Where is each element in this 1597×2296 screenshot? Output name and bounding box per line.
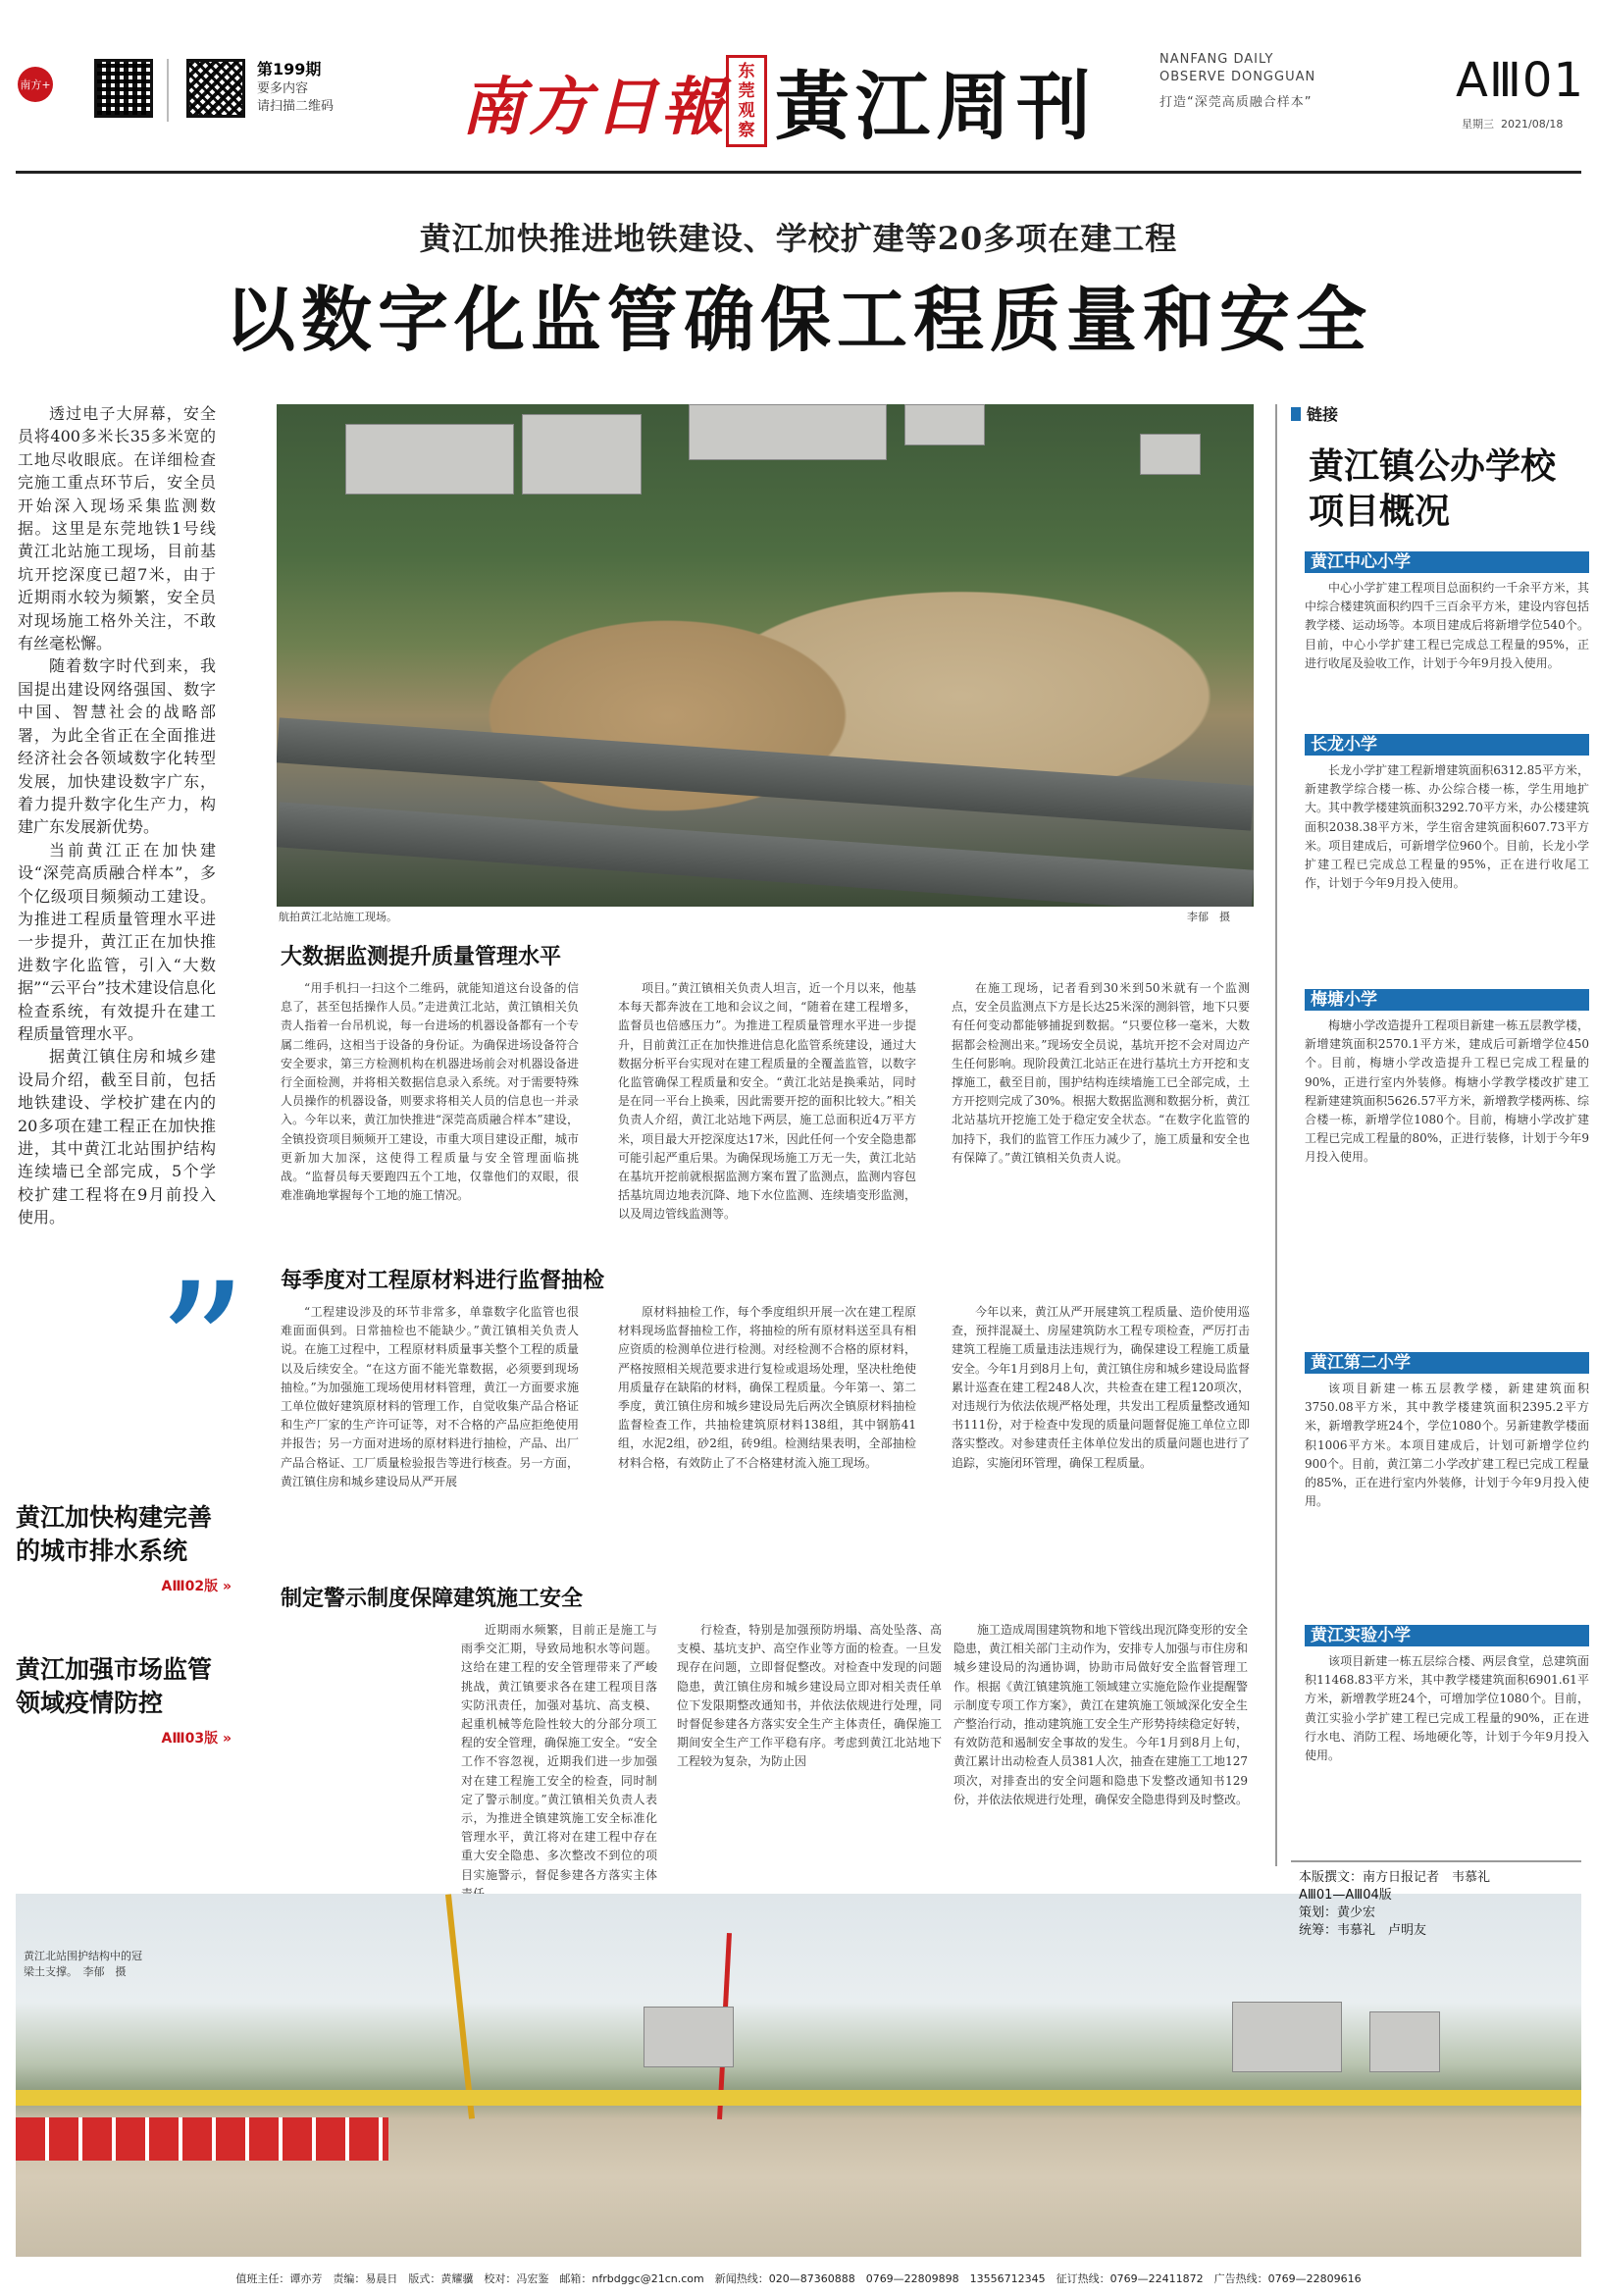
link-label: 链接 — [1291, 402, 1338, 425]
bottom-photo-caption: 黄江北站围护结构中的冠 梁土支撑。 李郁 摄 — [24, 1950, 142, 1978]
slogan: 打造“深莞高质融合样本” — [1159, 95, 1313, 110]
chevron-right-icon: » — [222, 1731, 232, 1747]
issue-info: 第199期 要多内容 请扫描二维码 — [257, 60, 335, 114]
article-column: 今年以来，黄江从严开展建筑工程质量、造价使用巡查，预拌混凝土、房屋建筑防水工程专项检查，严厉打击建筑工程施工质量违法违规行为，确保建设工程施工质量安全。今年1月到8月上旬，黄江镇住房和城乡建设局监督累计巡查在建工程248人次，共检查在建工程120项次，对违规行为依法依规严格处理，共发出工程质量整改通知书111份，对于检查中发现的质量问题督促施工单位立即落实整改。对参建责任主体单位发出的质量问题也进行了追踪，实施闭环管理，确保工程质量。 — [952, 1305, 1250, 1470]
photo-caption: 航拍黄江北站施工现场。 — [279, 911, 397, 923]
school-name: 黄江第二小学 — [1305, 1352, 1589, 1374]
section-heading: 每季度对工程原材料进行监督抽检 — [281, 1269, 605, 1293]
photo-credit: 李郁 摄 — [1187, 911, 1230, 923]
school-name: 梅塘小学 — [1305, 989, 1589, 1011]
school-name: 长龙小学 — [1305, 734, 1589, 756]
school-description: 中心小学扩建工程项目总面积约一千余平方米，其中综合楼建筑面积约四千三百余平方米，建设内容包括教学楼、运动场等。本项目建成后将新增学位540个。目前，中心小学扩建工程已完成总工程量的95%，正进行收尾及验收工作，计划于今年9月投入使用。 — [1305, 581, 1589, 670]
qr-code-icon[interactable] — [186, 59, 245, 118]
article-column: “工程建设涉及的环节非常多，单靠数字化监管也很难面面俱到。日常抽检也不能缺少。”黄江镇相关负责人说。在施工过程中，工程原材料质量事关整个工程的质量以及后续安全。“在这方面不能光靠数据，必须要到现场抽检。”为加强施工现场使用材料管理，黄江一方面要求施工单位做好建筑原材料的管理工作，自觉收集产品合格证和生产厂家的生产许可证等，对不合格的产品应拒绝使用并报告；另一方面对进场的原材料进行抽检，产品、出厂产品合格证、工厂质量检验报告等进行核查。另一方面，黄江镇住房和城乡建设局从严开展 — [281, 1305, 579, 1488]
column-divider — [1275, 404, 1277, 1866]
chevron-right-icon: » — [222, 1579, 232, 1594]
lead-paragraph: 当前黄江正在加快建设“深莞高质融合样本”，多个亿级项目频频动工建设。为推进工程质量管理水平进一步提升，黄江正在加快推进数字化监管，引入“大数据”“云平台”技术建设信息化检查系统，有效提升在建工程质量管理水平。 — [18, 840, 216, 1043]
qr-code-icon[interactable] — [94, 59, 153, 118]
divider — [167, 59, 169, 122]
article-column: 项目。”黄江镇相关负责人坦言，近一个月以来，他基本每天都奔波在工地和会议之间，“随着在建工程增多，监督员也倍感压力”。为推进工程质量管理水平进一步提升，目前黄江正在加快推进信息化监管系统建设，通过大数据分析平台实现对在建工程质量的全覆盖监管，以数字化监管确保工程质量和安全。“黄江北站是换乘站，同时是在同一平台上换乘，因此需要开挖的面积比较大。”相关负责人介绍，黄江北站地下两层，施工总面积近4万平方米，项目最大开挖深度达17米，因此任何一个安全隐患都可能引起严重后果。为确保现场施工万无一失，黄江北站在基坑开挖前就根据监测方案布置了监测点，监测内容包括基坑周边地表沉降、地下水位监测、连续墙变形监测，以及周边管线监测等。 — [618, 981, 916, 1222]
aerial-photo — [277, 404, 1254, 907]
school-name: 黄江实验小学 — [1305, 1625, 1589, 1646]
paper-name: 南方日報 — [461, 71, 728, 144]
school-name: 黄江中心小学 — [1305, 551, 1589, 573]
section-heading: 大数据监测提升质量管理水平 — [281, 945, 562, 969]
teaser-1[interactable]: 黄江加快构建完善 的城市排水系统 AⅢ02版 » — [16, 1503, 232, 1594]
school-description: 该项目新建一栋五层综合楼、两层食堂，总建筑面积11468.83平方米，其中教学楼建筑面积6901.61平方米，新增教学班24个，可增加学位1080个。目前，黄江实验小学扩建工程已完成工程量的90%，正在进行水电、消防工程、场地硬化等，计划于今年9月投入使用。 — [1305, 1654, 1589, 1763]
kicker-headline: 黄江加快推进地铁建设、学校扩建等20多项在建工程 — [419, 220, 1178, 257]
school-description: 长龙小学扩建工程新增建筑面积6312.85平方米，新建教学综合楼一栋、办公综合楼一栋，学生用地扩大。其中教学楼建筑面积3292.70平方米，办公楼建筑面积2038.38平方米，学生宿舍建筑面积607.73平方米。项目建成后，可新增学位960个。目前，长龙小学扩建工程已完成总工程量的95%，正在进行收尾工作，计划于今年9月投入使用。 — [1305, 763, 1589, 891]
masthead-rule — [16, 171, 1581, 174]
section-heading: 制定警示制度保障建筑施工安全 — [281, 1587, 584, 1611]
quote-icon: ” — [157, 1246, 248, 1451]
article-column: 行检查，特别是加强预防坍塌、高处坠落、高支模、基坑支护、高空作业等方面的检查。一旦发现存在问题，立即督促整改。对检查中发现的问题隐患，黄江镇住房和城乡建设局立即对相关责任单位下发限期整改通知书，并依法依规进行处理，同时督促参建各方落实安全生产主体责任，确保施工期间安全生产工作平稳有序。考虑到黄江北站地下工程较为复杂，为防止因 — [677, 1623, 942, 1769]
school-description: 该项目新建一栋五层教学楼，新建建筑面积3750.08平方米，其中教学楼建筑面积2395.2平方米，新增教学班24个，学位1080个。另新建教学楼面积1006平方米。本项目建成后，计划可新增学位约900个。目前，黄江第二小学改扩建工程已完成工程量的85%，正在进行室内外装修，计划于今年9月投入使用。 — [1305, 1382, 1589, 1509]
lead-column — [18, 402, 216, 1229]
english-name: NANFANG DAILY OBSERVE DONGGUAN — [1159, 52, 1316, 84]
teaser-2[interactable]: 黄江加强市场监管 领域疫情防控 AⅢ03版 » — [16, 1655, 232, 1747]
main-headline: 以数字化监管确保工程质量和安全 — [224, 278, 1372, 361]
byline-credits: 本版撰文：南方日报记者 韦慕礼 AⅢ01—AⅢ04版 策划：黄少宏 统筹：韦慕礼 卢明友 — [1299, 1870, 1491, 1938]
article-column: 近期雨水频繁，目前正是施工与雨季交汇期，导致局地积水等问题。这给在建工程的安全管理带来了严峻挑战，黄江镇要求各在建工程项目落实防汛责任，加强对基坑、高支模、起重机械等危险性较大的分部分项工程的安全管理，确保施工安全。“安全工作不容忽视，近期我们进一步加强对在建工程施工安全的检查，同时制定了警示制度。”黄江镇相关负责人表示，为推进全镇建筑施工安全标准化管理水平，黄江将对在建工程中存在重大安全隐患、多次整改不到位的项目实施警示，督促参建各方落实主体 — [461, 1623, 657, 1882]
article-column: 施工造成周围建筑物和地下管线出现沉降变形的安全隐患，黄江相关部门主动作为，安排专人加强与市住房和城乡建设局的沟通协调，协助市局做好安全监督管理工作。根据《黄江镇建筑施工领域建立实施危险作业提醒警示制度专项工作方案》，黄江在建筑施工领域深化安全生产整治行动，推动建筑施工安全生产形势持续稳定好转，有效防范和遏制安全事故的发生。今年1月到8月上旬，黄江累计出动检查人员381人次，抽查在建施工工地127项次，对排查出的安全问题和隐患下发整改通知书129份，并依法依规进行处理，确保安全隐患得到及时整改。 — [953, 1623, 1249, 1806]
article-column: “用手机扫一扫这个二维码，就能知道这台设备的信息了，甚至包括操作人员。”走进黄江北站，黄江镇相关负责人指着一台吊机说，每一台进场的机器设备都有一个专属二维码，这相当于设备的身份证。为确保进场设备符合安全要求，第三方检测机构在机器进场前会对机器设备进行全面检测，并将相关数据信息录入系统。对于需要特殊人员操作的机器设备，则要求将相关人员的信息也一并录入。今年以来，黄江加快推进“深莞高质融合样本”建设，全镇投资项目频频开工建设，市重大项目建设正酣，城市更新加大加深，这使得工程质量与安全管理面临挑战。“监督员每天要跑四五个工地，仅靠他们的双眼，很难准确地掌握每个工地的施工情况。 — [281, 981, 579, 1203]
school-description: 梅塘小学改造提升工程项目新建一栋五层教学楼，新增建筑面积2570.1平方米，建成后可新增学位450个。目前，梅塘小学改造提升工程已完成工程量的90%，正进行室内外装修。梅塘小学教学楼改扩建工程新建建筑面积5626.57平方米，新增教学楼两栋、综合楼一栋，新增学位1080个。目前，梅塘小学改扩建工程已完成工程量的80%，正进行装修，计划于今年9月投入使用。 — [1305, 1018, 1589, 1165]
article-column: 原材料抽检工作，每个季度组织开展一次在建工程原材料现场监督抽检工作，将抽检的所有原材料送至具有相应资质的检测单位进行检测。对经检测不合格的原材料，严格按照相关规范要求进行复检或退场处理，坚决杜绝使用质量存在缺陷的材料，确保工程质量。今年第一、第二季度，黄江镇住房和城乡建设局先后两次全镇原材料抽检监督检查工作，共抽检建筑原材料138组，其中钢筋41组，水泥2组，砂2组，砖9组。检测结果表明，全部抽检材料合格，有效防止了不合格建材流入施工现场。 — [618, 1305, 916, 1470]
page-date: 星期三 2021/08/18 — [1462, 118, 1564, 130]
nanfang-plus-logo: 南方+ — [18, 67, 53, 102]
bottom-photo — [16, 1894, 1581, 2257]
divider — [1291, 1860, 1581, 1862]
sidebar-title: 黄江镇公办学校 项目概况 — [1309, 445, 1557, 532]
article-column: 在施工现场，记者看到30米到50米就有一个监测点，安全员监测点下方是长达25米深的测斜管，地下只要有任何变动都能够捕捉到数据。“只要位移一毫米，大数据都会检测出来。”现场安全员说，基坑开挖不会对周边产生任何影响。现阶段黄江北站正在进行基坑土方开挖和支撑施工，截至目前，围护结构连续墙施工已全部完成，土方开挖则完成了30%。根据大数据监测和数据分析，黄江北站基坑开挖施工处于稳定安全状态。“在数字化监管的加持下，我们的监管工作压力减少了，施工质量和安全也有保障了。”黄江镇相关负责人说。 — [952, 981, 1250, 1165]
lead-paragraph: 透过电子大屏幕，安全员将400多米长35多米宽的工地尽收眼底。在详细检查完施工重点环节后，安全员开始深入现场采集监测数据。这里是东莞地铁1号线黄江北站施工现场，目前基坑开挖深度已超7米，由于近期雨水较为频繁，安全员对现场施工格外关注，不敢有丝毫松懈。 — [18, 404, 216, 653]
link-marker-icon — [1291, 407, 1301, 421]
page-number: AⅢ01 — [1456, 53, 1585, 108]
dongguan-observe-badge: 东莞观察 — [726, 55, 767, 147]
footer-info: 值班主任：谭亦芳 责编：易晨日 版式：黄耀骥 校对：冯宏鉴 邮箱：nfrbdggc@21cn.com 新闻热线：020—87360888 0769—22809898 13556712345 征订热线：0769—22411872 广告热线：0769—22809616 — [235, 2272, 1362, 2285]
weekly-name: 黃江周刊 — [775, 63, 1097, 150]
lead-paragraph: 据黄江镇住房和城乡建设局介绍，截至目前，包括地铁建设、学校扩建在内的20多项在建工程正在加快推进，其中黄江北站围护结构连续墙已全部完成，5个学校扩建工程将在9月前投入使用。 — [18, 1047, 216, 1227]
lead-paragraph: 随着数字时代到来，我国提出建设网络强国、数字中国、智慧社会的战略部署，为此全省正在全面推进经济社会各领域数字化转型发展，加快建设数字广东，着力提升数字化生产力，构建广东发展新优势。 — [18, 656, 216, 837]
